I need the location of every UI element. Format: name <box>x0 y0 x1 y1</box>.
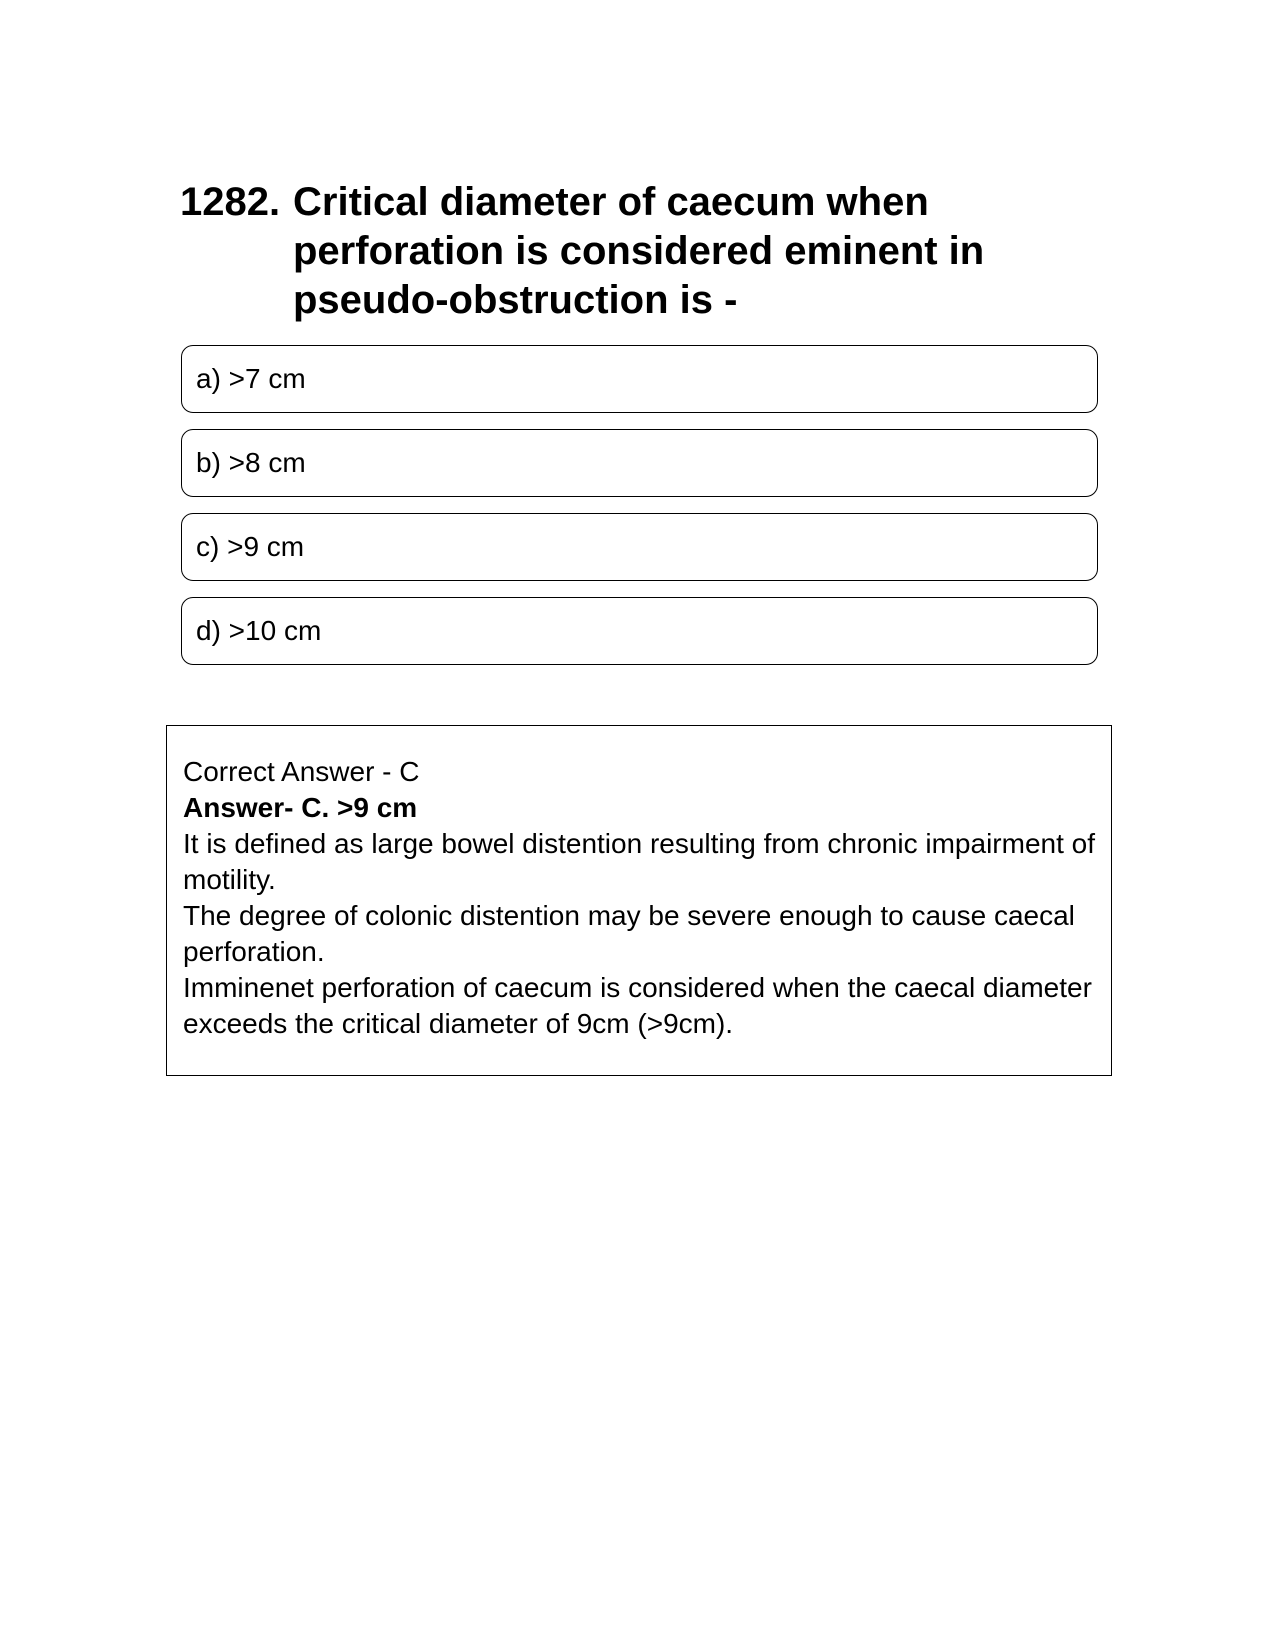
correct-answer-text: Correct Answer - C <box>183 756 420 787</box>
explanation-paragraph: It is defined as large bowel distention resulting from chronic impairment of motility. <box>183 828 1095 895</box>
answer-heading: Answer- C. >9 cm <box>183 792 418 823</box>
option-c[interactable]: c) >9 cm <box>181 513 1098 581</box>
question-number: 1282. <box>180 180 281 224</box>
option-b[interactable]: b) >8 cm <box>181 429 1098 497</box>
question-text: Critical diameter of caecum when perforation is considered eminent in pseudo-obstruction is - <box>293 180 985 322</box>
question-heading <box>180 178 1140 325</box>
option-a[interactable]: a) >7 cm <box>181 345 1098 413</box>
option-d[interactable]: d) >10 cm <box>181 597 1098 665</box>
explanation-paragraph: Imminenet perforation of caecum is considered when the caecal diameter exceeds the critical diameter of 9cm (>9cm). <box>183 972 1092 1039</box>
explanation-paragraph: The degree of colonic distention may be severe enough to cause caecal perforation. <box>183 900 1075 967</box>
options-list <box>181 345 1098 681</box>
answer-explanation-box <box>166 725 1112 1076</box>
